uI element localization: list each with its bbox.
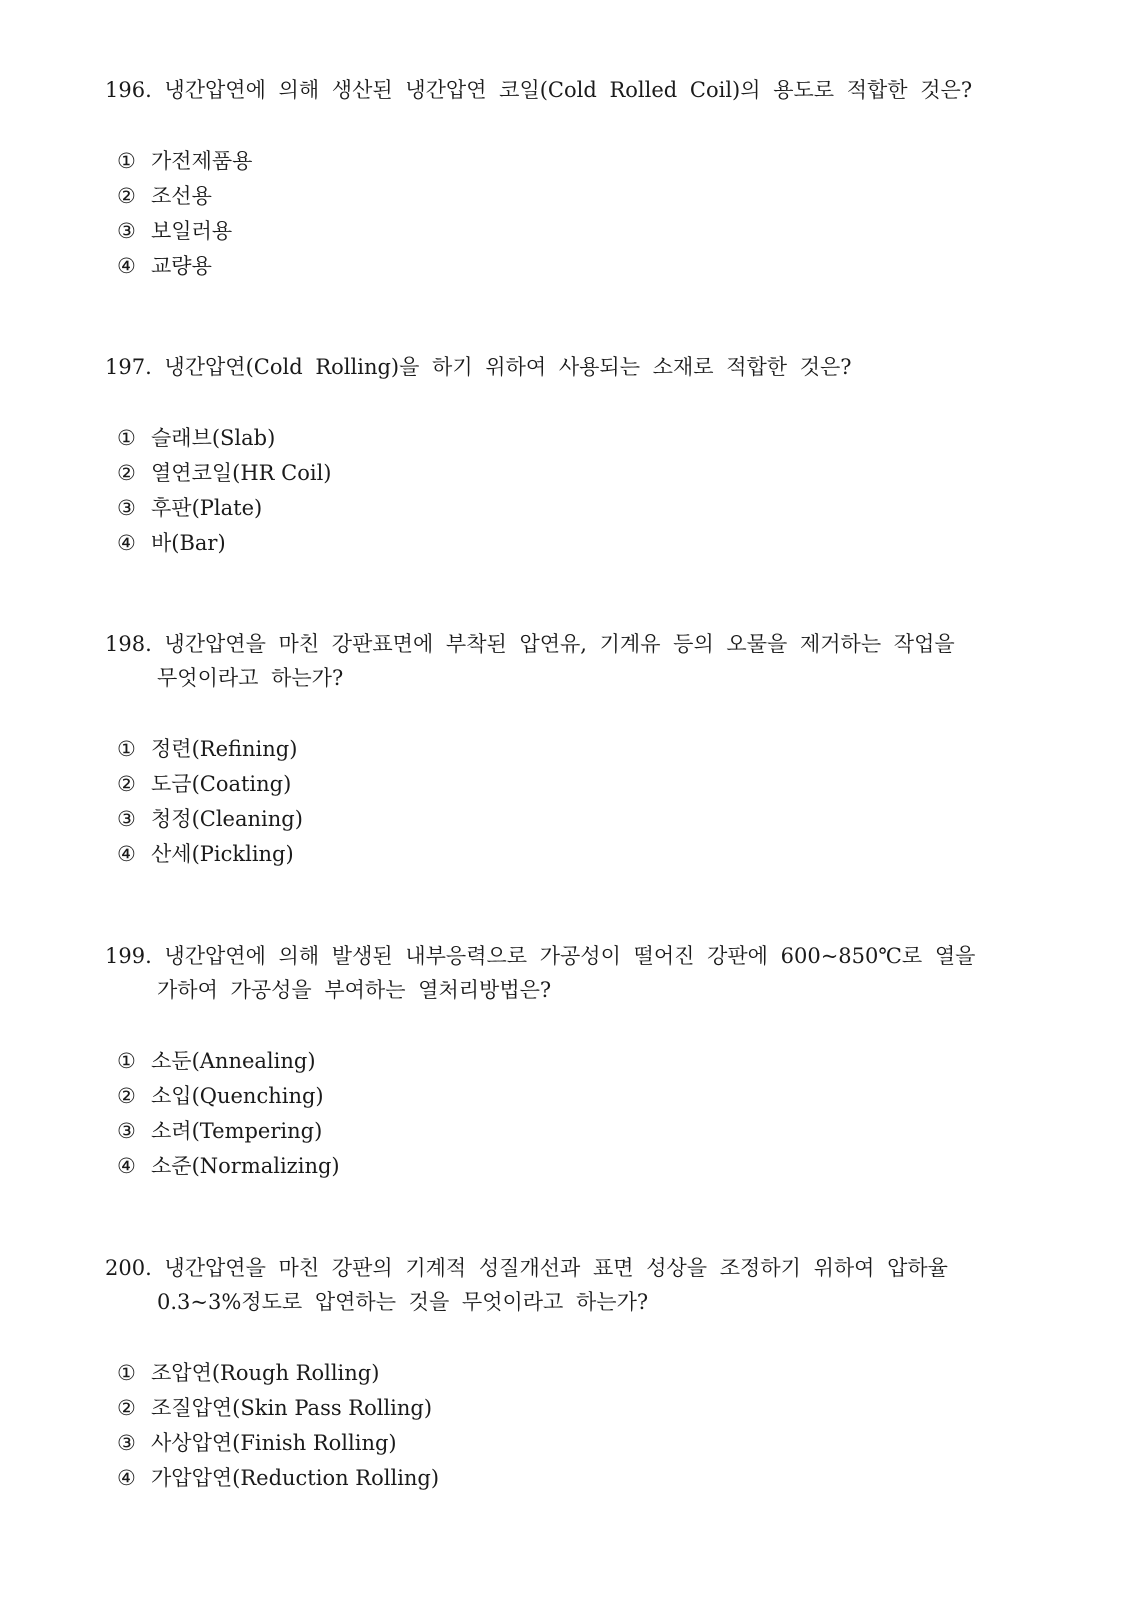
question-line-continued [105,661,1025,695]
question-text: 냉간압연에 의해 발생된 내부응력으로 가공성이 떨어진 강판에 600~850℃로 열을 [164,944,976,968]
option-2[interactable] [117,1079,1025,1114]
option-3[interactable] [117,1114,1025,1149]
option-4[interactable] [117,249,1025,284]
option-mark: ① [117,737,136,761]
option-mark: ③ [117,1431,136,1455]
option-4[interactable] [117,1461,1025,1496]
option-text: 보일러용 [151,219,233,243]
option-mark: ④ [117,1466,136,1490]
option-1[interactable] [117,1044,1025,1079]
option-mark: ③ [117,219,136,243]
option-mark: ② [117,461,136,485]
options-list [105,1044,1025,1184]
option-text: 도금(Coating) [151,772,292,796]
option-text: 청정(Cleaning) [151,807,303,831]
options-list [105,1356,1025,1496]
question-number: 196. [105,78,152,102]
option-2[interactable] [117,1391,1025,1426]
question-text: 냉간압연을 마친 강판의 기계적 성질개선과 표면 성상을 조정하기 위하여 압하율 [164,1256,948,1280]
option-4[interactable] [117,526,1025,561]
option-mark: ① [117,149,136,173]
option-mark: ④ [117,254,136,278]
question-text: 냉간압연을 마친 강판표면에 부착된 압연유, 기계유 등의 오물을 제거하는 작업을 [164,632,955,656]
option-mark: ② [117,184,136,208]
option-text: 조질압연(Skin Pass Rolling) [151,1396,433,1420]
option-1[interactable] [117,421,1025,456]
option-text: 소준(Normalizing) [151,1154,340,1178]
question-text: 0.3~3%정도로 압연하는 것을 무엇이라고 하는가? [157,1290,649,1314]
option-text: 가압압연(Reduction Rolling) [151,1466,440,1490]
option-text: 소둔(Annealing) [151,1049,316,1073]
option-text: 열연코일(HR Coil) [151,461,332,485]
options-list [105,732,1025,872]
option-3[interactable] [117,491,1025,526]
option-mark: ② [117,1396,136,1420]
question-text: 무엇이라고 하는가? [157,666,344,690]
question-line [105,73,1025,107]
option-mark: ④ [117,842,136,866]
option-mark: ③ [117,807,136,831]
option-2[interactable] [117,179,1025,214]
option-mark: ① [117,1049,136,1073]
option-text: 소려(Tempering) [151,1119,323,1143]
option-text: 슬래브(Slab) [151,426,276,450]
option-text: 조압연(Rough Rolling) [151,1361,380,1385]
question-199 [105,939,1025,1184]
question-198 [105,627,1025,872]
option-mark: ④ [117,1154,136,1178]
option-3[interactable] [117,214,1025,249]
option-4[interactable] [117,837,1025,872]
question-text: 냉간압연(Cold Rolling)을 하기 위하여 사용되는 소재로 적합한 것은? [164,355,852,379]
option-mark: ④ [117,531,136,555]
question-197 [105,350,1025,561]
option-mark: ③ [117,1119,136,1143]
question-number: 198. [105,632,152,656]
question-line-continued [105,973,1025,1007]
question-line-continued [105,1285,1025,1319]
question-text: 가하여 가공성을 부여하는 열처리방법은? [157,978,552,1002]
question-number: 199. [105,944,152,968]
option-mark: ① [117,426,136,450]
question-line [105,627,1025,661]
option-3[interactable] [117,802,1025,837]
question-line [105,1251,1025,1285]
option-text: 사상압연(Finish Rolling) [151,1431,397,1455]
option-4[interactable] [117,1149,1025,1184]
option-2[interactable] [117,767,1025,802]
question-200 [105,1251,1025,1496]
option-mark: ③ [117,496,136,520]
question-196 [105,73,1025,284]
question-number: 197. [105,355,152,379]
question-number: 200. [105,1256,152,1280]
question-text: 냉간압연에 의해 생산된 냉간압연 코일(Cold Rolled Coil)의 용도로 적합한 것은? [164,78,973,102]
question-line [105,350,1025,384]
option-text: 정련(Refining) [151,737,298,761]
option-text: 교량용 [151,254,212,278]
option-text: 산세(Pickling) [151,842,294,866]
option-1[interactable] [117,144,1025,179]
option-text: 후판(Plate) [151,496,263,520]
option-1[interactable] [117,1356,1025,1391]
options-list [105,421,1025,561]
option-1[interactable] [117,732,1025,767]
option-mark: ① [117,1361,136,1385]
options-list [105,144,1025,284]
option-text: 조선용 [151,184,212,208]
option-mark: ② [117,772,136,796]
option-3[interactable] [117,1426,1025,1461]
option-2[interactable] [117,456,1025,491]
option-text: 가전제품용 [151,149,253,173]
option-mark: ② [117,1084,136,1108]
option-text: 바(Bar) [151,531,226,555]
option-text: 소입(Quenching) [151,1084,324,1108]
question-line [105,939,1025,973]
